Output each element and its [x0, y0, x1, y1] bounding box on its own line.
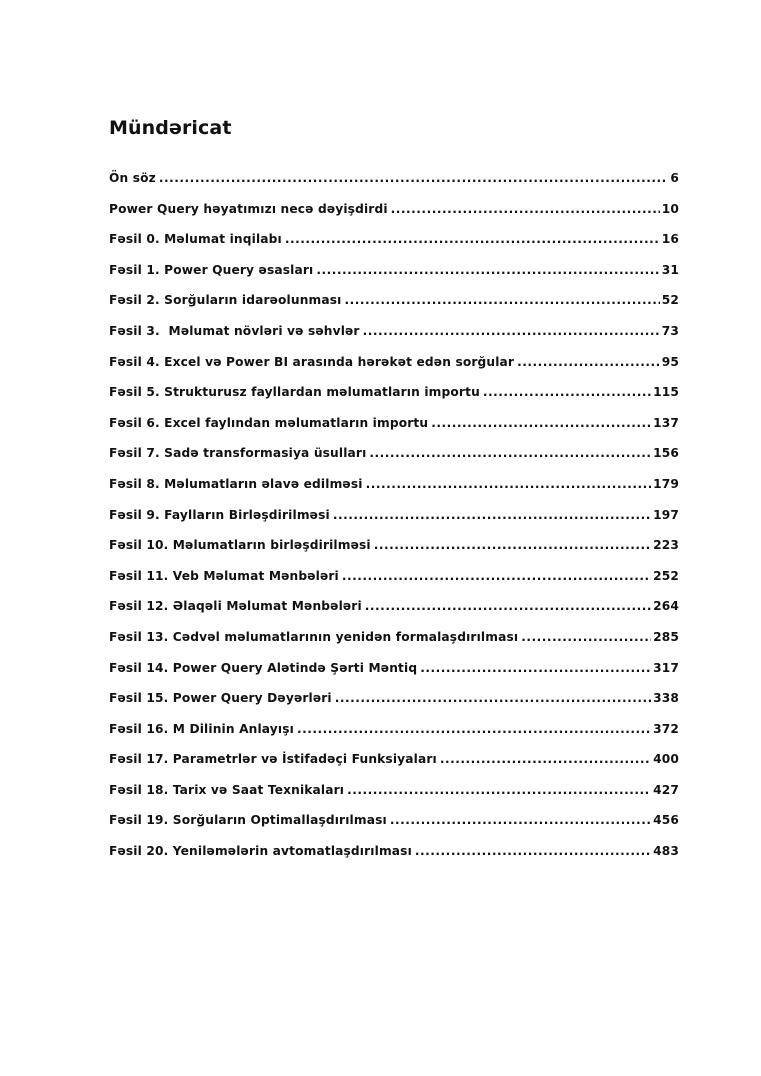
- toc-entry-page: 264: [653, 599, 679, 614]
- toc-leader-dots: [335, 691, 651, 705]
- toc-entry-label: Fəsil 0. Məlumat inqilabı: [109, 232, 282, 247]
- toc-entry: [109, 630, 679, 661]
- toc-entry: [109, 508, 679, 539]
- toc-entry-label: Fəsil 3. Məlumat növləri və səhvlər: [109, 323, 360, 338]
- toc-entry: [109, 783, 679, 814]
- toc-entry-label: Fəsil 17. Parametrlər və İstifadəçi Funksiyaları: [109, 752, 437, 767]
- toc-entry-label: Fəsil 15. Power Query Dəyərləri: [109, 691, 332, 706]
- toc-entry-label: Fəsil 4. Excel və Power BI arasında hərəkət edən sorğular: [109, 354, 515, 369]
- toc-entry-label: Power Query həyatımızı necə dəyişdirdi: [109, 201, 388, 216]
- toc-entry-page: 137: [653, 415, 679, 430]
- toc-entry-page: 16: [661, 232, 679, 247]
- table-of-contents: [109, 171, 679, 875]
- toc-entry: [109, 324, 679, 355]
- toc-entry-label: Fəsil 9. Faylların Birləşdirilməsi: [109, 507, 330, 522]
- toc-entry-page: 31: [661, 262, 679, 277]
- toc-entry: [109, 752, 679, 783]
- toc-entry: [109, 385, 679, 416]
- toc-leader-dots: [391, 202, 660, 216]
- toc-entry-label: Fəsil 14. Power Query Alətində Şərti Məntiq: [109, 660, 418, 675]
- toc-leader-dots: [440, 752, 651, 766]
- toc-entry-page: 197: [653, 507, 679, 522]
- toc-entry-page: 317: [653, 660, 679, 675]
- toc-entry-label: Ön söz: [109, 171, 156, 185]
- toc-leader-dots: [420, 661, 651, 675]
- toc-entry-label: Fəsil 11. Veb Məlumat Mənbələri: [109, 568, 339, 583]
- toc-entry-page: 400: [653, 752, 679, 767]
- toc-entry-label: Fəsil 12. Əlaqəli Məlumat Mənbələri: [109, 599, 362, 614]
- toc-leader-dots: [316, 263, 659, 277]
- toc-entry: [109, 263, 679, 294]
- toc-entry-page: 427: [653, 782, 679, 797]
- toc-entry: [109, 446, 679, 477]
- toc-entry: [109, 202, 679, 233]
- toc-leader-dots: [517, 355, 660, 369]
- toc-entry-label: Fəsil 18. Tarix və Saat Texnikaları: [109, 782, 345, 797]
- toc-entry: [109, 355, 679, 386]
- toc-leader-dots: [521, 630, 651, 644]
- toc-leader-dots: [297, 722, 651, 736]
- toc-entry: [109, 661, 679, 692]
- toc-entry-label: Fəsil 19. Sorğuların Optimallaşdırılması: [109, 813, 387, 828]
- toc-leader-dots: [342, 569, 651, 583]
- toc-entry: [109, 599, 679, 630]
- toc-entry-page: 73: [661, 323, 679, 338]
- toc-leader-dots: [390, 813, 651, 827]
- toc-leader-dots: [347, 783, 651, 797]
- toc-entry: [109, 477, 679, 508]
- toc-leader-dots: [365, 599, 651, 613]
- toc-entry: [109, 844, 679, 875]
- toc-entry-page: 456: [653, 813, 679, 828]
- toc-entry-page: 223: [653, 538, 679, 553]
- toc-leader-dots: [344, 293, 659, 307]
- page-title: Mündəricat: [109, 117, 232, 139]
- toc-entry-label: Fəsil 6. Excel faylından məlumatların importu: [109, 415, 429, 430]
- toc-entry-page: 156: [653, 446, 679, 461]
- toc-entry-page: 483: [653, 844, 679, 859]
- toc-entry-page: 252: [653, 568, 679, 583]
- toc-leader-dots: [431, 416, 651, 430]
- toc-leader-dots: [363, 324, 660, 338]
- toc-entry: [109, 538, 679, 569]
- toc-leader-dots: [333, 508, 651, 522]
- toc-entry: [109, 569, 679, 600]
- toc-entry-label: Fəsil 7. Sadə transformasiya üsulları: [109, 446, 367, 461]
- toc-entry: [109, 813, 679, 844]
- toc-entry-label: Fəsil 2. Sorğuların idarəolunması: [109, 293, 342, 308]
- toc-entry-label: Fəsil 10. Məlumatların birləşdirilməsi: [109, 538, 371, 553]
- toc-entry-label: Fəsil 13. Cədvəl məlumatlarının yenidən formalaşdırılması: [109, 629, 519, 644]
- toc-leader-dots: [374, 538, 651, 552]
- toc-entry-page: 372: [653, 721, 679, 736]
- toc-leader-dots: [285, 232, 660, 246]
- toc-entry: [109, 293, 679, 324]
- toc-entry: [109, 691, 679, 722]
- toc-entry-page: 10: [661, 201, 679, 216]
- toc-leader-dots: [366, 477, 652, 491]
- toc-leader-dots: [415, 844, 651, 858]
- toc-entry-page: 115: [653, 385, 679, 400]
- toc-entry-page: 95: [661, 354, 679, 369]
- toc-entry-page: 338: [653, 691, 679, 706]
- toc-entry: [109, 722, 679, 753]
- toc-leader-dots: [159, 171, 668, 185]
- toc-entry-page: 179: [653, 476, 679, 491]
- toc-entry-label: Fəsil 8. Məlumatların əlavə edilməsi: [109, 476, 363, 491]
- toc-entry-page: 285: [653, 629, 679, 644]
- toc-entry-label: Fəsil 20. Yeniləmələrin avtomatlaşdırılması: [109, 844, 412, 859]
- toc-entry-label: Fəsil 1. Power Query əsasları: [109, 262, 314, 277]
- toc-entry-page: 6: [670, 171, 679, 185]
- toc-entry-label: Fəsil 5. Strukturusz fayllardan məlumatların importu: [109, 385, 480, 400]
- toc-entry-label: Fəsil 16. M Dilinin Anlayışı: [109, 721, 294, 736]
- toc-leader-dots: [483, 385, 651, 399]
- toc-entry-page: 52: [661, 293, 679, 308]
- toc-leader-dots: [369, 446, 651, 460]
- toc-entry: [109, 171, 679, 202]
- toc-entry: [109, 232, 679, 263]
- toc-entry: [109, 416, 679, 447]
